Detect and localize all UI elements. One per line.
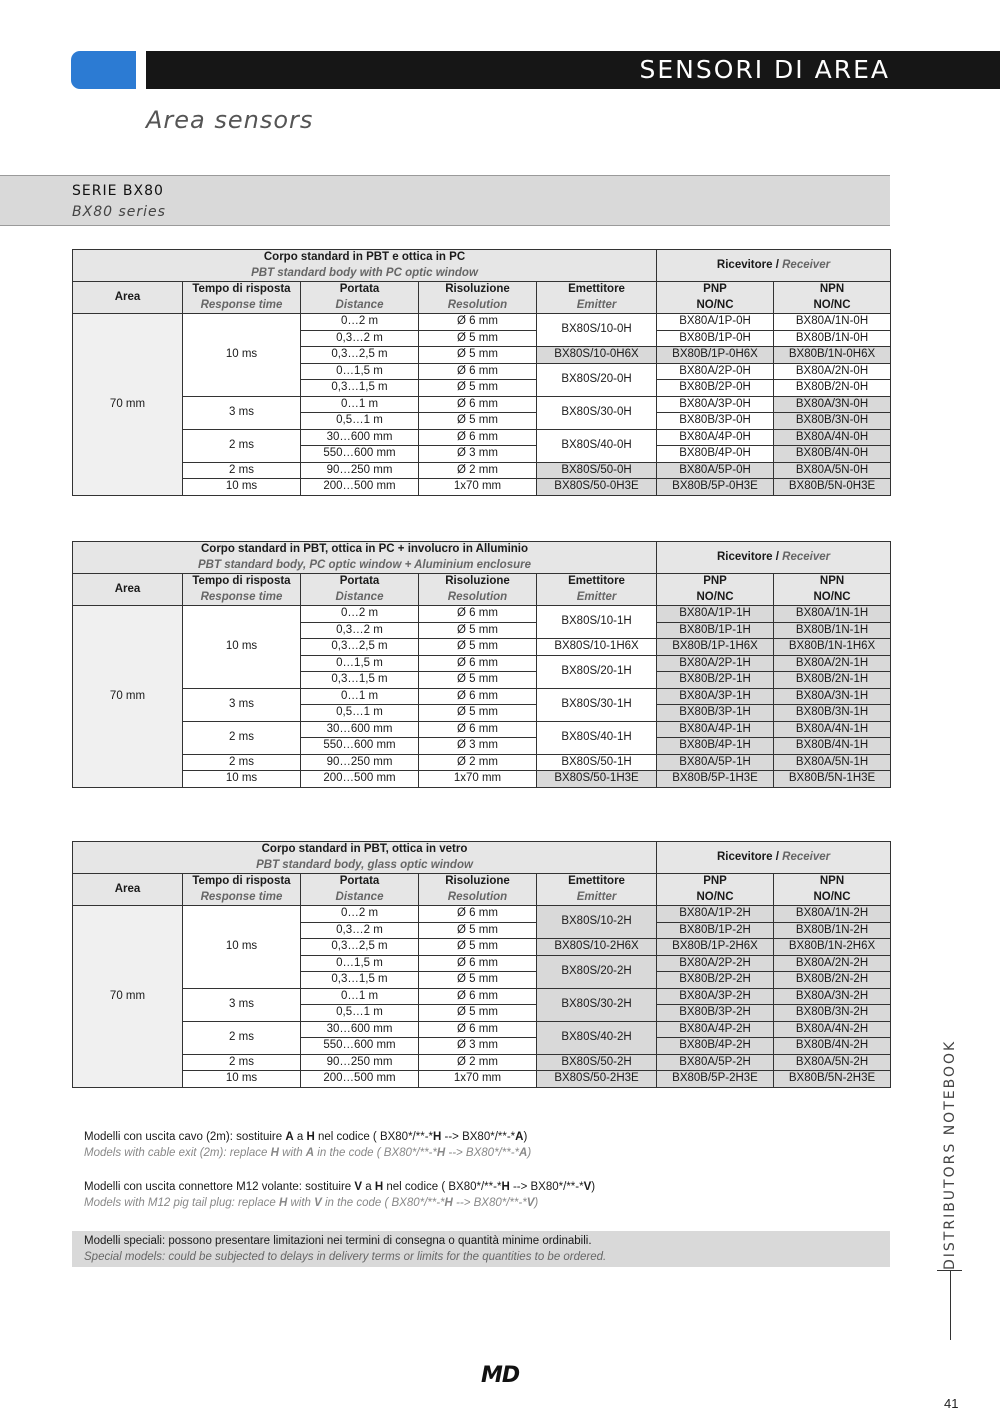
npn-cell: BX80B/3N-0H <box>774 413 891 430</box>
note-m12-en: Models with M12 pig tail plug: replace H with V in the code ( BX80*/**-*H --> BX80*/**-*V) <box>84 1197 539 1209</box>
response-time-cell: 10 ms <box>183 906 301 989</box>
col-response-time: Tempo di risposta Response time <box>183 574 301 606</box>
pnp-cell: BX80A/5P-0H <box>657 462 774 479</box>
distance-cell: 30…600 mm <box>301 721 419 738</box>
series-band <box>0 175 890 226</box>
resolution-cell: Ø 2 mm <box>419 1054 537 1071</box>
response-time-cell: 3 ms <box>183 396 301 429</box>
resolution-cell: Ø 6 mm <box>419 314 537 331</box>
npn-cell: BX80A/4N-0H <box>774 429 891 446</box>
table-row <box>73 1021 891 1038</box>
pnp-cell: BX80B/2P-0H <box>657 380 774 397</box>
col-emitter: Emettitore Emitter <box>537 574 657 606</box>
emitter-cell: BX80S/50-2H <box>537 1054 657 1071</box>
pnp-cell: BX80B/1P-1H <box>657 622 774 639</box>
area-cell: 70 mm <box>73 906 183 1088</box>
col-area: Area <box>73 574 183 606</box>
distance-cell: 0,5…1 m <box>301 1005 419 1022</box>
distance-cell: 90…250 mm <box>301 462 419 479</box>
col-pnp: PNP NO/NC <box>657 282 774 314</box>
npn-cell: BX80A/5N-2H <box>774 1054 891 1071</box>
pnp-cell: BX80B/5P-0H3E <box>657 479 774 496</box>
npn-cell: BX80B/1N-2H6X <box>774 939 891 956</box>
npn-cell: BX80A/5N-1H <box>774 754 891 771</box>
resolution-cell: Ø 6 mm <box>419 1021 537 1038</box>
emitter-cell: BX80S/10-0H6X <box>537 347 657 364</box>
spec-table-3 <box>72 841 891 1088</box>
emitter-cell: BX80S/50-1H <box>537 754 657 771</box>
distance-cell: 200…500 mm <box>301 1071 419 1088</box>
npn-cell: BX80A/3N-0H <box>774 396 891 413</box>
response-time-cell: 10 ms <box>183 314 301 397</box>
note-cable-it: Modelli con uscita cavo (2m): sostituire A a H nel codice ( BX80*/**-*H --> BX80*/**-*A) <box>84 1131 528 1143</box>
distance-cell: 0,3…2 m <box>301 622 419 639</box>
table-row <box>73 396 891 413</box>
special-models-note <box>72 1231 890 1267</box>
npn-cell: BX80A/2N-1H <box>774 655 891 672</box>
emitter-cell: BX80S/30-1H <box>537 688 657 721</box>
table-row <box>73 721 891 738</box>
pnp-cell: BX80A/4P-2H <box>657 1021 774 1038</box>
special-note-it: Modelli speciali: possono presentare limitazioni nei termini di consegna o quantità minime ordinabili. <box>84 1235 592 1247</box>
response-time-cell: 2 ms <box>183 462 301 479</box>
column-header-row <box>73 574 891 606</box>
emitter-cell: BX80S/20-1H <box>537 655 657 688</box>
table-title <box>73 542 657 574</box>
table-title-en: PBT standard body, PC optic window + Aluminium enclosure <box>198 558 532 571</box>
table-row <box>73 688 891 705</box>
npn-cell: BX80A/1N-0H <box>774 314 891 331</box>
table-title-it: Corpo standard in PBT, ottica in PC + involucro in Alluminio <box>201 543 529 555</box>
emitter-cell: BX80S/50-0H3E <box>537 479 657 496</box>
emitter-cell: BX80S/20-2H <box>537 955 657 988</box>
pnp-cell: BX80A/2P-1H <box>657 655 774 672</box>
resolution-cell: Ø 6 mm <box>419 721 537 738</box>
pnp-cell: BX80B/3P-2H <box>657 1005 774 1022</box>
resolution-cell: Ø 5 mm <box>419 380 537 397</box>
response-time-cell: 3 ms <box>183 688 301 721</box>
resolution-cell: Ø 6 mm <box>419 429 537 446</box>
distance-cell: 30…600 mm <box>301 1021 419 1038</box>
distance-cell: 0…1,5 m <box>301 363 419 380</box>
npn-cell: BX80A/4N-2H <box>774 1021 891 1038</box>
resolution-cell: Ø 5 mm <box>419 622 537 639</box>
resolution-cell: Ø 6 mm <box>419 363 537 380</box>
resolution-cell: Ø 5 mm <box>419 939 537 956</box>
pnp-cell: BX80B/1P-2H <box>657 922 774 939</box>
pnp-cell: BX80B/5P-1H3E <box>657 771 774 788</box>
distance-cell: 0,3…1,5 m <box>301 380 419 397</box>
npn-cell: BX80B/2N-1H <box>774 672 891 689</box>
pnp-cell: BX80A/1P-1H <box>657 606 774 623</box>
table-row <box>73 906 891 923</box>
npn-cell: BX80A/3N-1H <box>774 688 891 705</box>
distance-cell: 0,3…2,5 m <box>301 939 419 956</box>
emitter-cell: BX80S/40-2H <box>537 1021 657 1054</box>
pnp-cell: BX80A/3P-2H <box>657 988 774 1005</box>
note-cable <box>84 1129 531 1161</box>
resolution-cell: Ø 2 mm <box>419 754 537 771</box>
response-time-cell: 2 ms <box>183 1054 301 1071</box>
pnp-cell: BX80A/4P-1H <box>657 721 774 738</box>
distance-cell: 0,5…1 m <box>301 413 419 430</box>
distance-cell: 0,3…2 m <box>301 330 419 347</box>
response-time-cell: 3 ms <box>183 988 301 1021</box>
distance-cell: 0…1 m <box>301 396 419 413</box>
area-cell: 70 mm <box>73 606 183 788</box>
distance-cell: 200…500 mm <box>301 479 419 496</box>
receiver-header: Ricevitore / Receiver <box>657 250 891 282</box>
brand-logo: MD <box>481 1363 520 1388</box>
resolution-cell: 1x70 mm <box>419 1071 537 1088</box>
spec-table-2 <box>72 541 891 788</box>
table-row <box>73 429 891 446</box>
resolution-cell: Ø 5 mm <box>419 922 537 939</box>
pnp-cell: BX80B/1P-1H6X <box>657 639 774 656</box>
npn-cell: BX80B/2N-0H <box>774 380 891 397</box>
table-row <box>73 606 891 623</box>
spec-table-1 <box>72 249 891 496</box>
npn-cell: BX80B/5N-0H3E <box>774 479 891 496</box>
pnp-cell: BX80B/3P-0H <box>657 413 774 430</box>
npn-cell: BX80A/2N-2H <box>774 955 891 972</box>
npn-cell: BX80A/4N-1H <box>774 721 891 738</box>
distance-cell: 90…250 mm <box>301 754 419 771</box>
series-subtitle: BX80 series <box>72 204 166 220</box>
pnp-cell: BX80B/2P-1H <box>657 672 774 689</box>
col-distance: Portata Distance <box>301 282 419 314</box>
receiver-header: Ricevitore / Receiver <box>657 542 891 574</box>
distance-cell: 0,3…2,5 m <box>301 347 419 364</box>
resolution-cell: Ø 5 mm <box>419 672 537 689</box>
distance-cell: 200…500 mm <box>301 771 419 788</box>
response-time-cell: 10 ms <box>183 771 301 788</box>
pnp-cell: BX80B/1P-0H6X <box>657 347 774 364</box>
emitter-cell: BX80S/10-2H <box>537 906 657 939</box>
resolution-cell: Ø 3 mm <box>419 1038 537 1055</box>
col-pnp: PNP NO/NC <box>657 574 774 606</box>
col-pnp: PNP NO/NC <box>657 874 774 906</box>
distance-cell: 0…2 m <box>301 314 419 331</box>
npn-cell: BX80B/4N-2H <box>774 1038 891 1055</box>
page-number: 41 <box>944 1396 959 1411</box>
pnp-cell: BX80B/5P-2H3E <box>657 1071 774 1088</box>
col-npn: NPN NO/NC <box>774 874 891 906</box>
npn-cell: BX80A/1N-2H <box>774 906 891 923</box>
distance-cell: 0…1,5 m <box>301 955 419 972</box>
distance-cell: 0…2 m <box>301 906 419 923</box>
resolution-cell: Ø 2 mm <box>419 462 537 479</box>
table-title <box>73 250 657 282</box>
response-time-cell: 10 ms <box>183 479 301 496</box>
resolution-cell: Ø 5 mm <box>419 413 537 430</box>
distance-cell: 0…1 m <box>301 688 419 705</box>
distance-cell: 550…600 mm <box>301 1038 419 1055</box>
emitter-cell: BX80S/40-0H <box>537 429 657 462</box>
table-title-en: PBT standard body with PC optic window <box>251 266 478 279</box>
column-header-row <box>73 282 891 314</box>
emitter-cell: BX80S/10-0H <box>537 314 657 347</box>
col-area: Area <box>73 874 183 906</box>
pnp-cell: BX80A/1P-2H <box>657 906 774 923</box>
series-title: SERIE BX80 <box>72 183 164 199</box>
col-response-time: Tempo di risposta Response time <box>183 282 301 314</box>
table-row <box>73 1071 891 1088</box>
table-title-row <box>73 542 891 574</box>
pnp-cell: BX80B/4P-2H <box>657 1038 774 1055</box>
response-time-cell: 10 ms <box>183 606 301 689</box>
pnp-cell: BX80A/2P-0H <box>657 363 774 380</box>
col-resolution: Risoluzione Resolution <box>419 282 537 314</box>
col-emitter: Emettitore Emitter <box>537 282 657 314</box>
emitter-cell: BX80S/20-0H <box>537 363 657 396</box>
npn-cell: BX80B/3N-2H <box>774 1005 891 1022</box>
col-area: Area <box>73 282 183 314</box>
resolution-cell: Ø 6 mm <box>419 955 537 972</box>
col-distance: Portata Distance <box>301 874 419 906</box>
npn-cell: BX80B/4N-0H <box>774 446 891 463</box>
table-row <box>73 1054 891 1071</box>
pnp-cell: BX80A/3P-0H <box>657 396 774 413</box>
pnp-cell: BX80A/5P-1H <box>657 754 774 771</box>
resolution-cell: Ø 6 mm <box>419 688 537 705</box>
note-m12-it: Modelli con uscita connettore M12 volante: sostituire V a H nel codice ( BX80*/**-*H --> BX80*/**-*V) <box>84 1181 596 1193</box>
distance-cell: 0,3…1,5 m <box>301 972 419 989</box>
distance-cell: 550…600 mm <box>301 446 419 463</box>
table-row <box>73 462 891 479</box>
npn-cell: BX80A/1N-1H <box>774 606 891 623</box>
emitter-cell: BX80S/50-2H3E <box>537 1071 657 1088</box>
response-time-cell: 10 ms <box>183 1071 301 1088</box>
npn-cell: BX80A/5N-0H <box>774 462 891 479</box>
resolution-cell: Ø 6 mm <box>419 396 537 413</box>
npn-cell: BX80B/1N-0H6X <box>774 347 891 364</box>
distance-cell: 0,3…2,5 m <box>301 639 419 656</box>
pnp-cell: BX80A/3P-1H <box>657 688 774 705</box>
distance-cell: 90…250 mm <box>301 1054 419 1071</box>
note-cable-en: Models with cable exit (2m): replace H with A in the code ( BX80*/**-*H --> BX80*/**-*A) <box>84 1147 532 1159</box>
table-title-row <box>73 250 891 282</box>
npn-cell: BX80B/5N-2H3E <box>774 1071 891 1088</box>
resolution-cell: Ø 6 mm <box>419 606 537 623</box>
npn-cell: BX80B/1N-2H <box>774 922 891 939</box>
pnp-cell: BX80A/5P-2H <box>657 1054 774 1071</box>
resolution-cell: Ø 6 mm <box>419 655 537 672</box>
col-resolution: Risoluzione Resolution <box>419 874 537 906</box>
distance-cell: 0,5…1 m <box>301 705 419 722</box>
table-row <box>73 314 891 331</box>
emitter-cell: BX80S/50-0H <box>537 462 657 479</box>
distance-cell: 0,3…1,5 m <box>301 672 419 689</box>
table-row <box>73 479 891 496</box>
col-npn: NPN NO/NC <box>774 282 891 314</box>
table-row <box>73 988 891 1005</box>
col-response-time: Tempo di risposta Response time <box>183 874 301 906</box>
resolution-cell: Ø 5 mm <box>419 1005 537 1022</box>
distance-cell: 550…600 mm <box>301 738 419 755</box>
column-header-row <box>73 874 891 906</box>
emitter-cell: BX80S/40-1H <box>537 721 657 754</box>
npn-cell: BX80B/4N-1H <box>774 738 891 755</box>
table-title <box>73 842 657 874</box>
pnp-cell: BX80A/4P-0H <box>657 429 774 446</box>
emitter-cell: BX80S/50-1H3E <box>537 771 657 788</box>
resolution-cell: Ø 5 mm <box>419 639 537 656</box>
pnp-cell: BX80B/1P-2H6X <box>657 939 774 956</box>
resolution-cell: Ø 5 mm <box>419 972 537 989</box>
col-distance: Portata Distance <box>301 574 419 606</box>
pnp-cell: BX80B/4P-0H <box>657 446 774 463</box>
table-title-it: Corpo standard in PBT e ottica in PC <box>263 251 466 263</box>
pnp-cell: BX80A/1P-0H <box>657 314 774 331</box>
npn-cell: BX80B/1N-1H6X <box>774 639 891 656</box>
distance-cell: 0,3…2 m <box>301 922 419 939</box>
resolution-cell: 1x70 mm <box>419 771 537 788</box>
pnp-cell: BX80B/1P-0H <box>657 330 774 347</box>
response-time-cell: 2 ms <box>183 1021 301 1054</box>
col-npn: NPN NO/NC <box>774 574 891 606</box>
page-title: SENSORI DI AREA <box>639 55 890 84</box>
npn-cell: BX80B/2N-2H <box>774 972 891 989</box>
npn-cell: BX80A/2N-0H <box>774 363 891 380</box>
response-time-cell: 2 ms <box>183 721 301 754</box>
resolution-cell: Ø 5 mm <box>419 330 537 347</box>
col-emitter: Emettitore Emitter <box>537 874 657 906</box>
side-label: DISTRIBUTORS NOTEBOOK <box>942 1039 958 1270</box>
area-cell: 70 mm <box>73 314 183 496</box>
table-row <box>73 754 891 771</box>
resolution-cell: Ø 3 mm <box>419 446 537 463</box>
table-title-it: Corpo standard in PBT, ottica in vetro <box>261 843 468 855</box>
distance-cell: 0…1 m <box>301 988 419 1005</box>
receiver-header: Ricevitore / Receiver <box>657 842 891 874</box>
pnp-cell: BX80B/2P-2H <box>657 972 774 989</box>
section-tab <box>71 51 136 89</box>
resolution-cell: Ø 5 mm <box>419 347 537 364</box>
npn-cell: BX80B/1N-0H <box>774 330 891 347</box>
distance-cell: 0…1,5 m <box>301 655 419 672</box>
npn-cell: BX80B/1N-1H <box>774 622 891 639</box>
page-subtitle: Area sensors <box>146 106 314 134</box>
distance-cell: 30…600 mm <box>301 429 419 446</box>
table-title-row <box>73 842 891 874</box>
emitter-cell: BX80S/30-0H <box>537 396 657 429</box>
pnp-cell: BX80A/2P-2H <box>657 955 774 972</box>
resolution-cell: Ø 3 mm <box>419 738 537 755</box>
emitter-cell: BX80S/10-1H <box>537 606 657 639</box>
distance-cell: 0…2 m <box>301 606 419 623</box>
table-row <box>73 771 891 788</box>
resolution-cell: Ø 6 mm <box>419 906 537 923</box>
resolution-cell: Ø 6 mm <box>419 988 537 1005</box>
special-note-en: Special models: could be subjected to delays in delivery terms or limits for the quantities to be ordered. <box>84 1251 607 1263</box>
npn-cell: BX80A/3N-2H <box>774 988 891 1005</box>
emitter-cell: BX80S/30-2H <box>537 988 657 1021</box>
note-m12 <box>84 1179 595 1211</box>
emitter-cell: BX80S/10-1H6X <box>537 639 657 656</box>
emitter-cell: BX80S/10-2H6X <box>537 939 657 956</box>
pnp-cell: BX80B/3P-1H <box>657 705 774 722</box>
response-time-cell: 2 ms <box>183 429 301 462</box>
col-resolution: Risoluzione Resolution <box>419 574 537 606</box>
side-rule <box>950 1270 951 1340</box>
resolution-cell: 1x70 mm <box>419 479 537 496</box>
npn-cell: BX80B/3N-1H <box>774 705 891 722</box>
response-time-cell: 2 ms <box>183 754 301 771</box>
pnp-cell: BX80B/4P-1H <box>657 738 774 755</box>
table-title-en: PBT standard body, glass optic window <box>256 858 473 871</box>
resolution-cell: Ø 5 mm <box>419 705 537 722</box>
npn-cell: BX80B/5N-1H3E <box>774 771 891 788</box>
